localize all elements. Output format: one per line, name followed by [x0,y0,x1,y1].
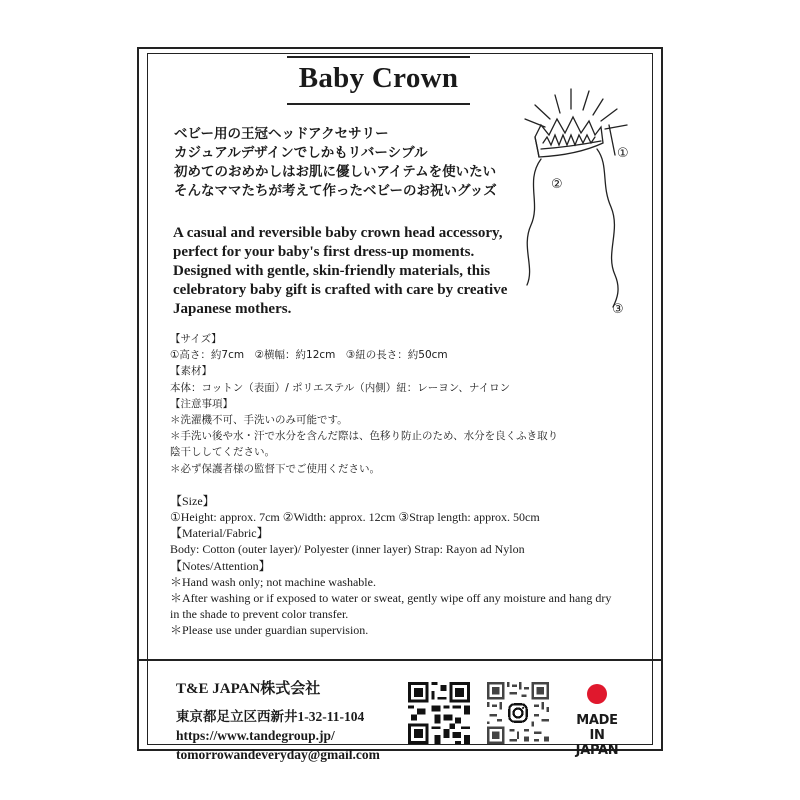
spec-jp-line: ＊必ず保護者様の監督下でご使用ください。 [170,462,380,475]
spec-en-line: 【Size】 [170,493,215,508]
intro-en-line: Japanese mothers. [173,301,292,317]
badge-line-2: JAPAN [575,743,619,758]
spec-en-line: 【Material/Fabric】 [170,526,269,541]
spec-jp-line: 本体：コットン（表面）/ ポリエステル（内側）紐：レーヨン、ナイロン [170,381,511,394]
footer-divider [137,659,663,661]
made-in-japan-badge [567,680,627,758]
spec-en-line: in the shade to prevent color transfer. [170,607,349,622]
title-rule-bottom [287,103,470,105]
english-intro [173,224,508,319]
spec-en-line: ＊After washing or if exposed to water or sweat, gently wipe off any moisture and hang dry [170,591,612,606]
company-info [176,680,380,764]
spec-jp-line: 陰干ししてください。 [170,446,275,459]
marker-width: ② [551,177,563,192]
japanese-intro [174,125,497,201]
intro-jp-line: 初めてのおめかしはお肌に優しいアイテムを使いたい [174,164,497,180]
website-qr-code[interactable] [408,682,470,744]
intro-jp-line: カジュアルデザインでしかもリバーシブル [174,145,428,161]
japan-flag-dot [587,684,607,704]
specifications [170,331,611,639]
intro-en-line: perfect for your baby's first dress-up moments. [173,244,475,260]
intro-jp-line: ベビー用の王冠ヘッドアクセサリー [174,126,389,142]
intro-en-line: Designed with gentle, skin-friendly materials, this [173,263,491,279]
spec-en-line: ＊Please use under guardian supervision. [170,623,369,638]
intro-en-line: A casual and reversible baby crown head accessory, [173,225,503,241]
spec-en-line: ①Height: approx. 7cm ②Width: approx. 12cm ③Strap length: approx. 50cm [170,510,540,525]
intro-en-line: celebratory baby gift is crafted with care by creative [173,282,508,298]
company-url[interactable]: https://www.tandegroup.jp/ [176,728,335,743]
spec-en-line: ＊Hand wash only; not machine washable. [170,574,376,589]
marker-height: ① [617,146,629,161]
spec-jp-line: ＊洗濯機不可、手洗いのみ可能です。 [170,414,348,427]
company-address: 東京都足立区西新井1-32-11-104 [176,709,365,724]
spec-jp-line: 【注意事項】 [170,397,233,410]
instagram-qr-code[interactable] [487,682,549,744]
spec-en-line: Body: Cotton (outer layer)/ Polyester (inner layer) Strap: Rayon ad Nylon [170,542,525,557]
spec-jp-line: ①高さ：約7cm ②横幅：約12cm ③紐の長さ：約50cm [170,349,448,362]
page-title: Baby Crown [298,62,459,94]
company-email[interactable]: tomorrowandeveryday@gmail.com [176,747,380,762]
badge-line-1: MADE IN [576,713,618,743]
spec-jp-line: 【サイズ】 [170,333,222,345]
spec-en-line: 【Notes/Attention】 [170,558,271,573]
company-name: T&E JAPAN株式会社 [176,681,321,697]
marker-strap: ③ [612,302,624,317]
spec-jp-line: ＊手洗い後や水・汗で水分を含んだ際は、色移り防止のため、水分を良くふき取り [170,430,559,443]
title-rule-top [287,56,470,58]
intro-jp-line: そんなママたちが考えて作ったベビーのお祝いグッズ [174,183,497,199]
crown-illustration [505,85,645,320]
spec-jp-line: 【素材】 [170,365,212,378]
